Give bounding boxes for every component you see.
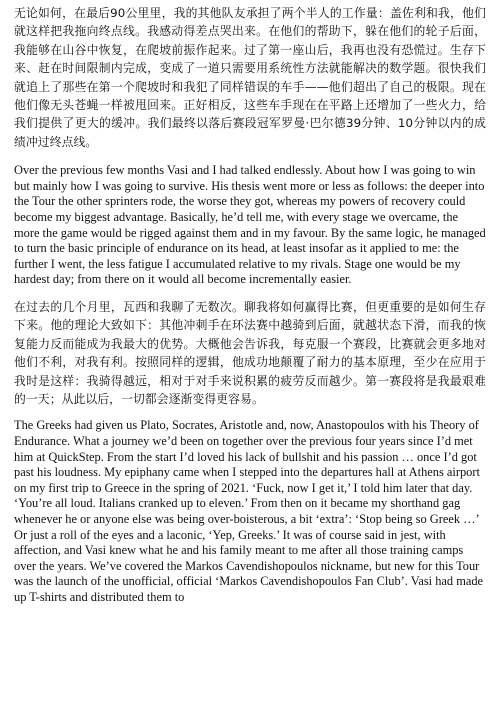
- paragraph-chinese-2: 在过去的几个月里，瓦西和我聊了无数次。聊我将如何赢得比赛，但更重要的是如何生存下来。他的理论大致如下：其他冲刺手在环法赛中越骑到后面，就越状态下滑，而我的恢复能力反而能成为我最大的优势。大概他会告诉我，每克服一个赛段，比赛就会更多地对他们不利，对我有利。按照同样的逻辑，他成功地颠覆了耐力的基本原理，至少在应用于我时是这样：我骑得越远，相对于对手来说积累的疲劳反而越少。第一赛段将是我最艰难的一天；从此以后，一切都会逐渐变得更容易。: [14, 300, 486, 407]
- paragraph-english-2: The Greeks had given us Plato, Socrates, Aristotle and, now, Anastopoulos with his Theory of Endurance. What a journey we’d been on together over the previous four years since I’d met him at QuickStep. From the start I’d loved his lack of bullshit and his passion … once I’d got past his loudness. My epiphany came when I stepped into the departures hall at Athens airport on my first trip to Greece in the spring of 2021. ‘Fuck, now I get it,’ I told him later that day. ‘You’re all loud. Italians cranked up to eleven.’ From then on it became my shorthand gag whenever he or anyone else was being over-boisterous, a bit ‘extra’: ‘Stop being so Greek …’ Or just a roll of the eyes and a laconic, ‘Yep, Greeks.’ It was of course said in jest, with affection, and Vasi knew what he and his family meant to me after all those training camps over the years. We’ve covered the Markos Cavendishopoulos nickname, but new for this Tour was the launch of the unofficial, official ‘Markos Cavendishopoulos Fan Club’. Vasi had made up T-shirts and distributed them to: [14, 418, 484, 604]
- paragraph-chinese-1: 无论如何，在最后90公里里，我的其他队友承担了两个半人的工作量：盖佐利和我，他们就这样把我拖向终点线。我感动得差点哭出来。在他们的帮助下，躲在他们的轮子后面，我能够在山谷中恢复，在爬坡前振作起来。过了第一座山后，我再也没有恐慌过。生存下来、赶在时间限制内完成，变成了一道只需要用系统性方法就能解决的数学题。很快我们就追上了那些在第一个爬坡时和我犯了同样错误的车手——他们超出了自己的极限。现在他们像无头苍蝇一样被甩回来。正好相反，这些车手现在在平路上还增加了一些火力，给我们提供了更大的缓冲。我们最终以落后赛段冠军罗曼·巴尔德39分钟、10分钟以内的成绩冲过终点线。: [14, 6, 486, 149]
- paragraph-english-1: Over the previous few months Vasi and I had talked endlessly. About how I was going to win but mainly how I was going to survive. His thesis went more or less as follows: the deeper into the Tour the other sprinters rode, the worse they got, whereas my powers of recovery could become my biggest advantage. Basically, he’d tell me, with every stage we overcame, the more the game would be rigged against them and in my favour. By the same logic, he managed to turn the basic principle of endurance on its head, at least insofar as it applied to me: the further I went, the less fatigue I accumulated relative to my rivals. Stage one would be my hardest day; from there on it would all become incrementally easier.: [14, 163, 486, 287]
